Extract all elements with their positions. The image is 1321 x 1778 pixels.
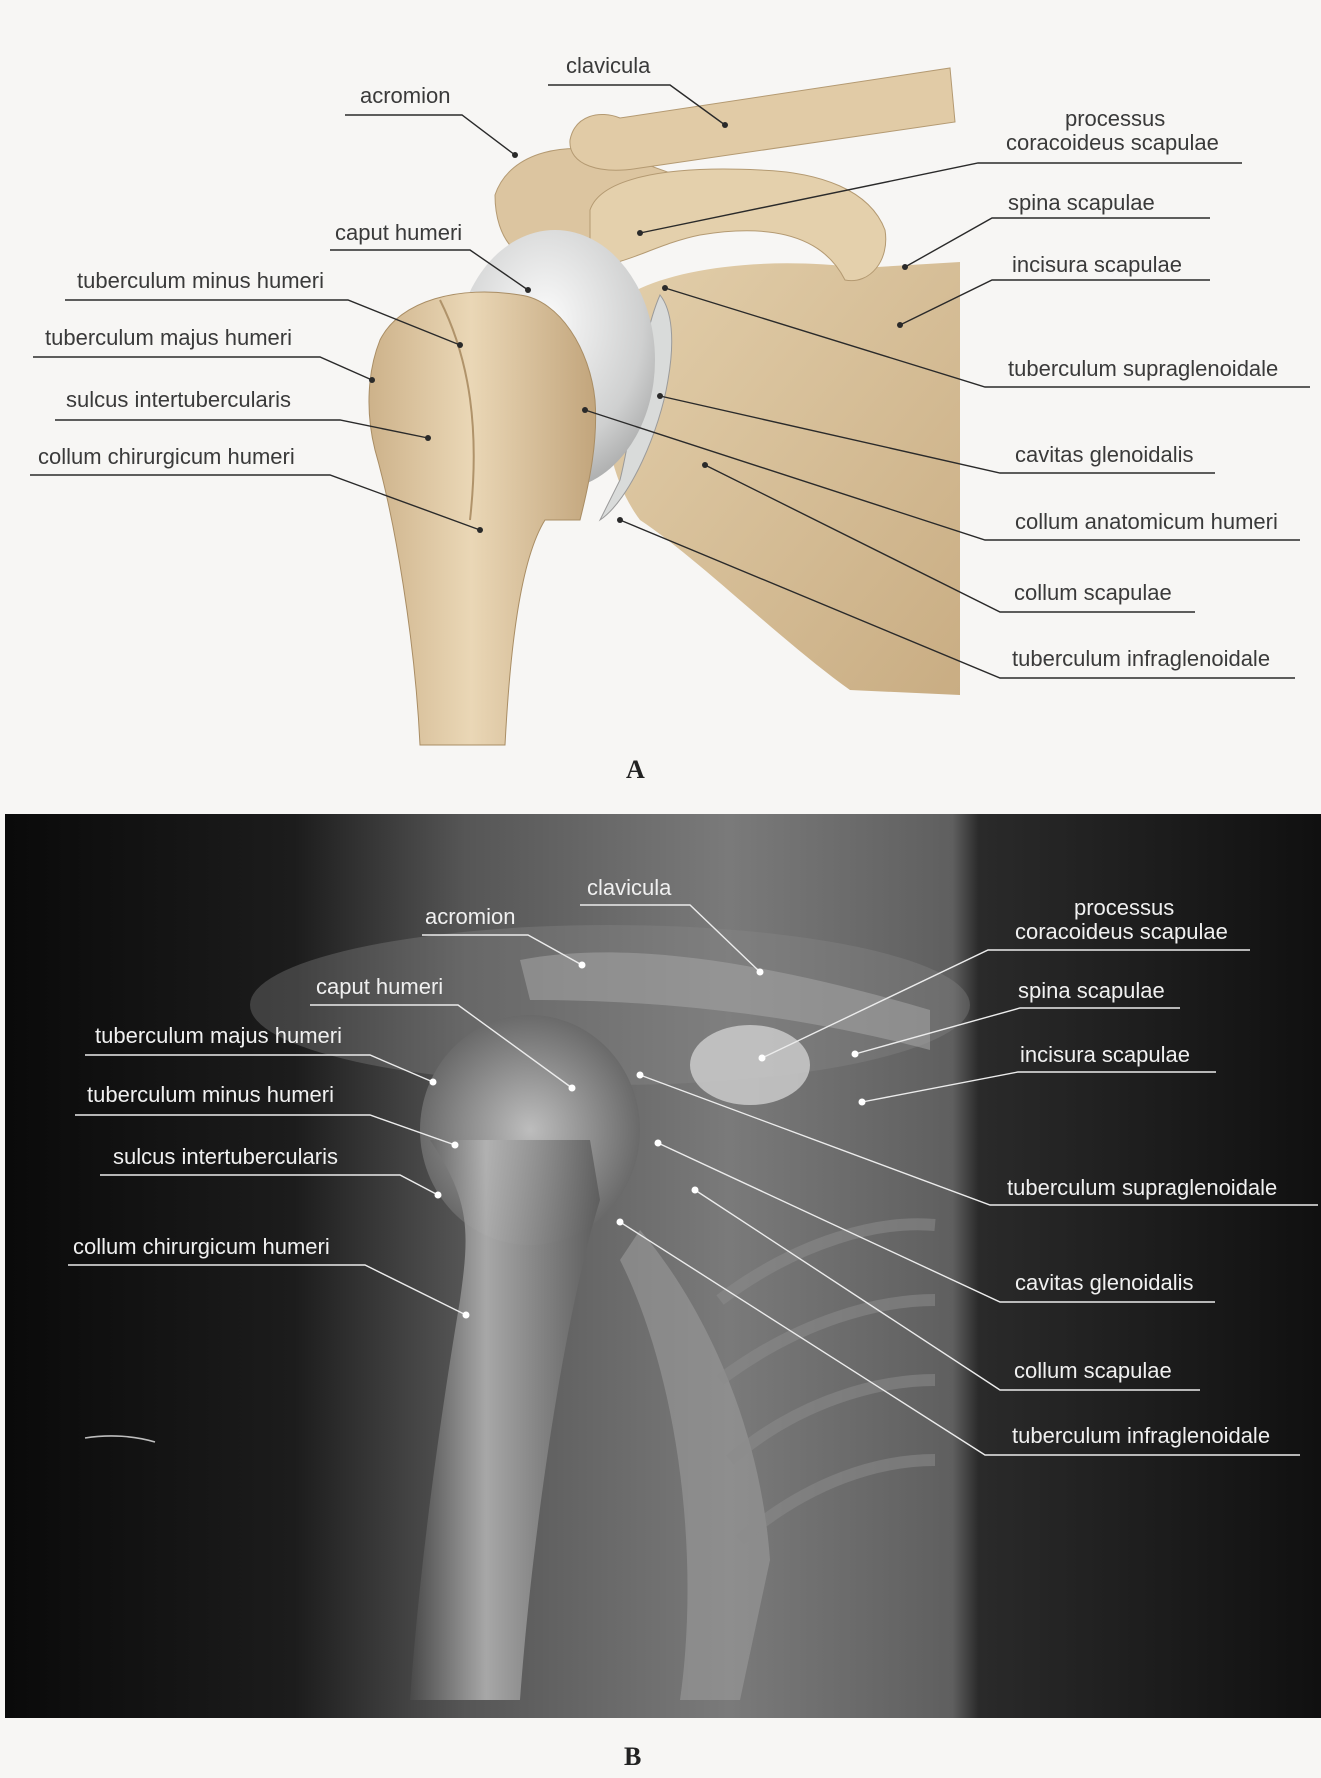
- b-label-tub-majus: tuberculum majus humeri: [95, 1023, 342, 1048]
- b-label-processus-line2: coracoideus scapulae: [1015, 919, 1228, 944]
- a-label-spina: spina scapulae: [1008, 190, 1155, 215]
- a-label-tub-minus: tuberculum minus humeri: [77, 268, 324, 293]
- a-label-acromion: acromion: [360, 83, 451, 108]
- b-label-processus-line1: processus: [1074, 895, 1175, 920]
- a-label-processus-line2: coracoideus scapulae: [1006, 130, 1219, 155]
- b-label-incisura: incisura scapulae: [1020, 1042, 1190, 1067]
- b-label-cavitas: cavitas glenoidalis: [1015, 1270, 1194, 1295]
- b-label-collum-chir: collum chirurgicum humeri: [73, 1234, 330, 1259]
- b-label-clavicula: clavicula: [587, 875, 672, 900]
- xray-coracoid: [690, 1025, 810, 1105]
- panel-b-xray: [0, 814, 1321, 1778]
- a-label-cavitas: cavitas glenoidalis: [1015, 442, 1194, 467]
- panel-a-letter: A: [626, 755, 645, 784]
- b-label-spina: spina scapulae: [1018, 978, 1165, 1003]
- b-label-collum-scap: collum scapulae: [1014, 1358, 1172, 1383]
- a-label-clavicula: clavicula: [566, 53, 651, 78]
- a-label-processus-line1: processus: [1065, 106, 1166, 131]
- a-label-tub-supra: tuberculum supraglenoidale: [1008, 356, 1279, 381]
- a-label-incisura: incisura scapulae: [1012, 252, 1182, 277]
- a-label-collum-anat: collum anatomicum humeri: [1015, 509, 1278, 534]
- a-label-caput: caput humeri: [335, 220, 463, 245]
- b-label-tub-infra: tuberculum infraglenoidale: [1012, 1423, 1271, 1448]
- a-label-tub-majus: tuberculum majus humeri: [45, 325, 292, 350]
- b-label-tub-minus: tuberculum minus humeri: [87, 1082, 334, 1107]
- panel-b-letter: B: [624, 1742, 642, 1771]
- b-label-tub-supra: tuberculum supraglenoidale: [1007, 1175, 1278, 1200]
- a-label-collum-scap: collum scapulae: [1014, 580, 1172, 605]
- a-label-sulcus: sulcus intertubercularis: [66, 387, 291, 412]
- a-label-tub-infra: tuberculum infraglenoidale: [1012, 646, 1271, 671]
- b-label-caput: caput humeri: [316, 974, 444, 999]
- b-label-sulcus: sulcus intertubercularis: [113, 1144, 338, 1169]
- b-label-acromion: acromion: [425, 904, 516, 929]
- a-label-collum-chir: collum chirurgicum humeri: [38, 444, 295, 469]
